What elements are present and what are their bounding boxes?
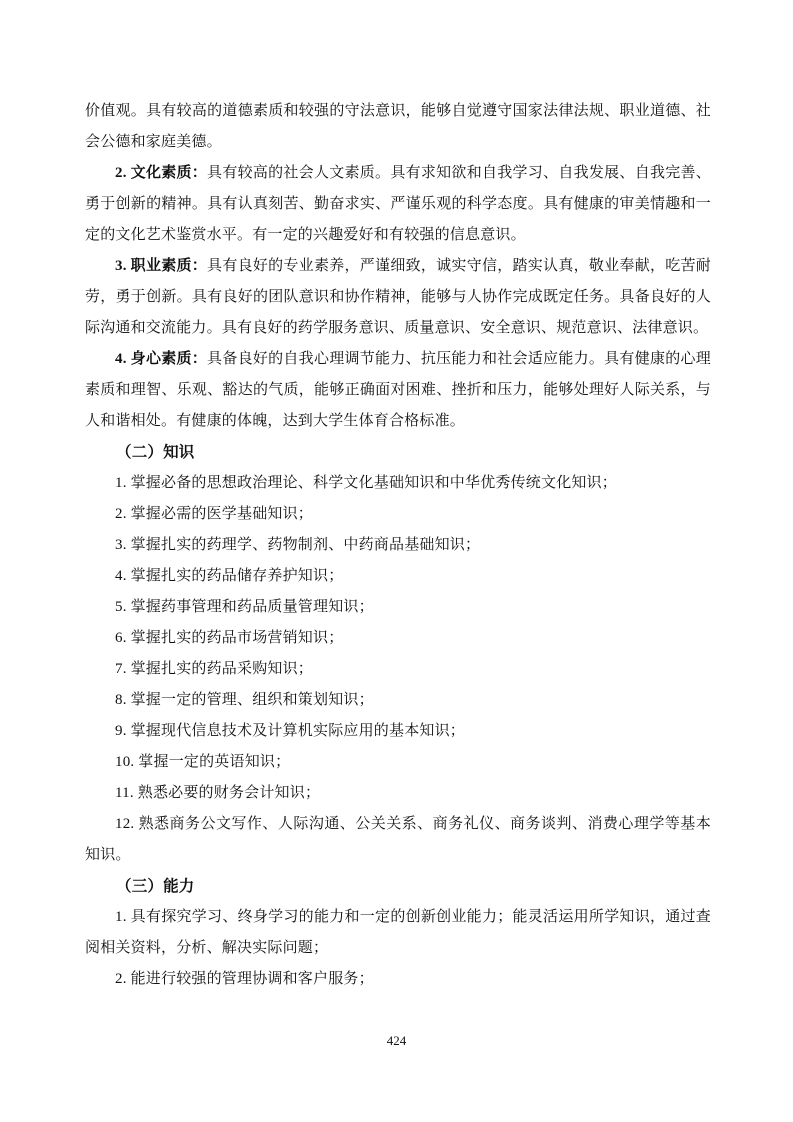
knowledge-list-item: 7. 掌握扎实的药品采购知识； xyxy=(115,661,314,677)
section-heading-ability: （三）能力 xyxy=(116,878,195,895)
page-number: 424 xyxy=(386,1033,407,1048)
knowledge-list-item: 2. 掌握必需的医学基础知识； xyxy=(115,506,314,522)
ability-list-item: 2. 能进行较强的管理协调和客户服务； xyxy=(115,971,374,987)
paragraph-text: 具有良好的专业素养，严谨细致，诚实守信，踏实认真，敬业奉献，吃苦耐劳，勇于创新。具有良好的团队意识和协作精神，能够与人协作完成既定任务。具备良好的人际沟通和交流能力。具有良好的药学服务意识、质量意识、安全意识、规范意识、法律意识。 xyxy=(85,258,711,336)
paragraph-culture-quality xyxy=(85,158,711,251)
knowledge-list-item: 11. 熟悉必要的财务会计知识； xyxy=(115,785,321,801)
knowledge-list-item: 9. 掌握现代信息技术及计算机实际应用的基本知识； xyxy=(115,723,466,739)
knowledge-list-item: 5. 掌握药事管理和药品质量管理知识； xyxy=(115,599,374,615)
paragraph-text: 具备良好的自我心理调节能力、抗压能力和社会适应能力。具有健康的心理素质和理智、乐观、豁达的气质，能够正确面对困难、挫折和压力，能够处理好人际关系，与人和谐相处。有健康的体魄，达到大学生体育合格标准。 xyxy=(85,351,711,429)
page-body xyxy=(85,96,711,995)
knowledge-list-item: 12. 熟悉商务公文写作、人际沟通、公关关系、商务礼仪、商务谈判、消费心理学等基本知识。 xyxy=(85,816,711,863)
knowledge-list-item: 4. 掌握扎实的药品储存养护知识； xyxy=(115,568,344,584)
section-heading-knowledge: （二）知识 xyxy=(116,444,195,461)
knowledge-list-item: 10. 掌握一定的英语知识； xyxy=(115,754,291,770)
paragraph-physical-mental-quality xyxy=(85,344,711,437)
paragraph-text: 具有较高的社会人文素质。具有求知欲和自我学习、自我发展、自我完善、勇于创新的精神。具有认真刻苦、勤奋求实、严谨乐观的科学态度。具有健康的审美情趣和一定的文化艺术鉴赏水平。有一定的兴趣爱好和有较强的信息意识。 xyxy=(85,165,711,243)
knowledge-list-item: 6. 掌握扎实的药品市场营销知识； xyxy=(115,630,344,646)
paragraph-label: 4. 身心素质： xyxy=(115,351,208,367)
paragraph-label: 2. 文化素质： xyxy=(115,165,208,181)
knowledge-list-item: 8. 掌握一定的管理、组织和策划知识； xyxy=(115,692,374,708)
knowledge-list-item: 1. 掌握必备的思想政治理论、科学文化基础知识和中华优秀传统文化知识； xyxy=(115,475,618,491)
paragraph-professional-quality xyxy=(85,251,711,344)
paragraph-label: 3. 职业素质： xyxy=(115,258,208,274)
page-footer xyxy=(0,1033,793,1049)
paragraph-continuation: 价值观。具有较高的道德素质和较强的守法意识，能够自觉遵守国家法律法规、职业道德、社会公德和家庭美德。 xyxy=(85,103,711,150)
knowledge-list-item: 3. 掌握扎实的药理学、药物制剂、中药商品基础知识； xyxy=(115,537,481,553)
ability-list-item: 1. 具有探究学习、终身学习的能力和一定的创新创业能力；能灵活运用所学知识，通过查阅相关资料，分析、解决实际问题； xyxy=(85,909,711,956)
